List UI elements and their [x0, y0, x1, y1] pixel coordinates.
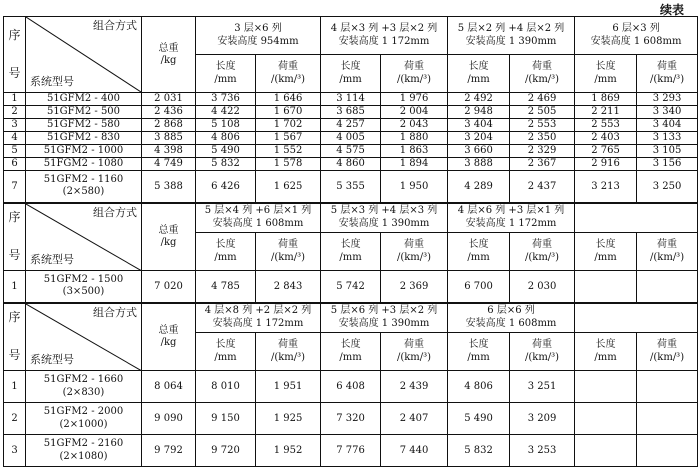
load-value: 1 552 — [256, 145, 321, 158]
seq-char-2: 号 — [8, 348, 21, 363]
length-value: 2 492 — [448, 93, 510, 106]
system-model: 51GFM2 - 1160 (2×580) — [26, 171, 142, 203]
length-value: 5 490 — [196, 145, 256, 158]
length-value: 3 213 — [575, 171, 637, 203]
load-value: 1 880 — [381, 132, 448, 145]
length-value: 5 490 — [448, 403, 510, 435]
table-row — [4, 158, 698, 171]
diagonal-header-cell — [26, 203, 142, 271]
total-weight: 9 792 — [142, 435, 196, 467]
seq-header — [4, 203, 26, 271]
length-value: 5 742 — [321, 271, 381, 303]
config-header: 5 层×4 列 +6 层×1 列 安装高度 1 608mm — [196, 203, 321, 233]
system-model: 51GFM2 - 400 — [26, 93, 142, 106]
load-value — [637, 403, 698, 435]
length-header: 长度 /mm — [321, 55, 381, 93]
load-value: 3 340 — [637, 106, 698, 119]
load-value: 2 004 — [381, 106, 448, 119]
combination-label: 组合方式 — [93, 305, 137, 319]
load-header: 荷重 /(km/³) — [256, 55, 321, 93]
total-weight: 2 031 — [142, 93, 196, 106]
total-weight: 2 436 — [142, 106, 196, 119]
load-value: 3 133 — [637, 132, 698, 145]
length-value: 9 150 — [196, 403, 256, 435]
combination-label: 组合方式 — [93, 19, 137, 32]
load-header: 荷重 /(km/³) — [510, 333, 575, 371]
total-weight: 4 749 — [142, 158, 196, 171]
seq-char-1: 序 — [8, 309, 21, 324]
table-row — [4, 171, 698, 203]
row-number: 1 — [4, 93, 26, 106]
config-header — [575, 203, 698, 233]
load-value: 1 702 — [256, 119, 321, 132]
system-model: 51GFM2 - 830 — [26, 132, 142, 145]
total-weight-header: 总重 /kg — [142, 203, 196, 271]
length-value: 8 010 — [196, 371, 256, 403]
load-header: 荷重 /(km/³) — [510, 55, 575, 93]
seq-char-2: 号 — [8, 248, 21, 263]
load-value: 2 043 — [381, 119, 448, 132]
length-value: 3 660 — [448, 145, 510, 158]
row-number: 3 — [4, 119, 26, 132]
length-header: 长度 /mm — [448, 233, 510, 271]
load-value: 1 894 — [381, 158, 448, 171]
header-row-configs — [4, 17, 698, 55]
load-value: 2 369 — [381, 271, 448, 303]
load-value: 3 105 — [637, 145, 698, 158]
load-header: 荷重 /(km/³) — [381, 55, 448, 93]
length-header: 长度 /mm — [196, 333, 256, 371]
seq-header — [4, 303, 26, 371]
length-value: 3 114 — [321, 93, 381, 106]
length-value: 4 785 — [196, 271, 256, 303]
combination-label: 组合方式 — [93, 205, 137, 219]
seq-char-1: 序 — [8, 209, 21, 224]
load-value: 2 329 — [510, 145, 575, 158]
total-weight-header: 总重 /kg — [142, 17, 196, 93]
system-model: 51FGM2 - 1080 — [26, 158, 142, 171]
load-value — [637, 435, 698, 467]
load-value: 2 553 — [510, 119, 575, 132]
length-value: 2 403 — [575, 132, 637, 145]
row-number: 2 — [4, 106, 26, 119]
load-value: 3 156 — [637, 158, 698, 171]
length-value: 4 575 — [321, 145, 381, 158]
table-row — [4, 371, 698, 403]
row-number: 2 — [4, 403, 26, 435]
specification-table — [3, 16, 698, 467]
table-row — [4, 132, 698, 145]
load-value: 2 439 — [381, 371, 448, 403]
load-value: 1 578 — [256, 158, 321, 171]
total-weight-header: 总重 /kg — [142, 303, 196, 371]
length-value — [575, 435, 637, 467]
table-row — [4, 106, 698, 119]
length-value: 4 289 — [448, 171, 510, 203]
length-header: 长度 /mm — [575, 333, 637, 371]
length-value: 3 736 — [196, 93, 256, 106]
length-header: 长度 /mm — [448, 55, 510, 93]
load-header: 荷重 /(km/³) — [510, 233, 575, 271]
length-value: 4 806 — [448, 371, 510, 403]
length-value — [575, 271, 637, 303]
length-value: 4 806 — [196, 132, 256, 145]
load-value: 1 567 — [256, 132, 321, 145]
system-model-label: 系统型号 — [30, 253, 74, 267]
load-value: 2 843 — [256, 271, 321, 303]
length-value: 1 869 — [575, 93, 637, 106]
length-value: 3 204 — [448, 132, 510, 145]
load-value: 1 950 — [381, 171, 448, 203]
length-value: 2 211 — [575, 106, 637, 119]
system-model: 51GFM2 - 2160 (2×1080) — [26, 435, 142, 467]
config-header: 4 层×3 列 +3 层×2 列 安装高度 1 172mm — [321, 17, 448, 55]
length-value: 4 422 — [196, 106, 256, 119]
seq-char-1: 序 — [8, 27, 21, 42]
table-row — [4, 145, 698, 158]
total-weight: 4 398 — [142, 145, 196, 158]
load-value — [637, 271, 698, 303]
total-weight: 2 868 — [142, 119, 196, 132]
load-value: 3 209 — [510, 403, 575, 435]
length-value: 2 765 — [575, 145, 637, 158]
load-header: 荷重 /(km/³) — [256, 233, 321, 271]
config-header: 5 层×6 列 +3 层×2 列 安装高度 1 390mm — [321, 303, 448, 333]
load-value: 2 469 — [510, 93, 575, 106]
load-header: 荷重 /(km/³) — [637, 55, 698, 93]
load-value: 1 670 — [256, 106, 321, 119]
length-value: 2 948 — [448, 106, 510, 119]
load-value: 1 951 — [256, 371, 321, 403]
system-model: 51GFM2 - 1500 (3×500) — [26, 271, 142, 303]
load-value: 1 925 — [256, 403, 321, 435]
load-value: 2 030 — [510, 271, 575, 303]
total-weight: 7 020 — [142, 271, 196, 303]
diagonal-header-cell — [26, 17, 142, 93]
config-header: 4 层×8 列 +2 层×2 列 安装高度 1 172mm — [196, 303, 321, 333]
load-value — [637, 371, 698, 403]
length-value — [575, 403, 637, 435]
length-header: 长度 /mm — [575, 55, 637, 93]
load-value: 3 293 — [637, 93, 698, 106]
load-value: 3 404 — [637, 119, 698, 132]
system-model: 51GFM2 - 1660 (2×830) — [26, 371, 142, 403]
load-header: 荷重 /(km/³) — [637, 233, 698, 271]
length-header: 长度 /mm — [321, 333, 381, 371]
config-header: 5 层×2 列 +4 层×2 列 安装高度 1 390mm — [448, 17, 575, 55]
system-model-label: 系统型号 — [30, 75, 74, 89]
header-row-configs — [4, 203, 698, 233]
length-header: 长度 /mm — [196, 233, 256, 271]
load-value: 2 367 — [510, 158, 575, 171]
total-weight: 5 388 — [142, 171, 196, 203]
length-value: 4 257 — [321, 119, 381, 132]
load-value: 1 976 — [381, 93, 448, 106]
length-value: 6 408 — [321, 371, 381, 403]
load-header: 荷重 /(km/³) — [256, 333, 321, 371]
length-value: 3 685 — [321, 106, 381, 119]
table-row — [4, 93, 698, 106]
row-number: 6 — [4, 158, 26, 171]
table-row — [4, 403, 698, 435]
row-number: 4 — [4, 132, 26, 145]
load-value: 2 350 — [510, 132, 575, 145]
length-value: 3 404 — [448, 119, 510, 132]
row-number: 5 — [4, 145, 26, 158]
length-value: 5 832 — [196, 158, 256, 171]
length-value: 2 916 — [575, 158, 637, 171]
length-header: 长度 /mm — [575, 233, 637, 271]
load-value: 2 437 — [510, 171, 575, 203]
row-number: 3 — [4, 435, 26, 467]
row-number: 1 — [4, 271, 26, 303]
length-header: 长度 /mm — [448, 333, 510, 371]
system-model: 51GFM2 - 2000 (2×1000) — [26, 403, 142, 435]
seq-header — [4, 17, 26, 93]
length-value: 6 426 — [196, 171, 256, 203]
load-value: 1 646 — [256, 93, 321, 106]
length-header: 长度 /mm — [321, 233, 381, 271]
table-row — [4, 435, 698, 467]
length-value: 7 776 — [321, 435, 381, 467]
total-weight: 3 885 — [142, 132, 196, 145]
diagonal-header-cell — [26, 303, 142, 371]
config-header: 3 层×6 列 安装高度 954mm — [196, 17, 321, 55]
total-weight: 9 090 — [142, 403, 196, 435]
load-value: 1 625 — [256, 171, 321, 203]
system-model: 51GFM2 - 500 — [26, 106, 142, 119]
row-number: 7 — [4, 171, 26, 203]
load-header: 荷重 /(km/³) — [381, 333, 448, 371]
seq-char-2: 号 — [8, 66, 21, 81]
system-model: 51GFM2 - 1000 — [26, 145, 142, 158]
load-header: 荷重 /(km/³) — [381, 233, 448, 271]
config-header: 6 层×6 列 安装高度 1 608mm — [448, 303, 575, 333]
load-value: 1 863 — [381, 145, 448, 158]
length-value: 7 320 — [321, 403, 381, 435]
load-value: 1 952 — [256, 435, 321, 467]
config-header: 4 层×6 列 +3 层×1 列 安装高度 1 172mm — [448, 203, 575, 233]
table-row — [4, 271, 698, 303]
total-weight: 8 064 — [142, 371, 196, 403]
header-row-configs — [4, 303, 698, 333]
length-value: 9 720 — [196, 435, 256, 467]
load-value: 3 250 — [637, 171, 698, 203]
load-value: 3 253 — [510, 435, 575, 467]
length-value: 4 005 — [321, 132, 381, 145]
load-value: 2 505 — [510, 106, 575, 119]
length-value: 3 888 — [448, 158, 510, 171]
config-header — [575, 303, 698, 333]
length-value: 6 700 — [448, 271, 510, 303]
load-value: 3 251 — [510, 371, 575, 403]
length-value: 2 553 — [575, 119, 637, 132]
length-value: 5 108 — [196, 119, 256, 132]
config-header: 6 层×3 列 安装高度 1 608mm — [575, 17, 698, 55]
length-value: 5 355 — [321, 171, 381, 203]
continued-label: 续表 — [659, 3, 684, 17]
config-header: 5 层×3 列 +4 层×3 列 安装高度 1 390mm — [321, 203, 448, 233]
row-number: 1 — [4, 371, 26, 403]
length-value: 4 860 — [321, 158, 381, 171]
load-value: 2 407 — [381, 403, 448, 435]
length-value: 5 832 — [448, 435, 510, 467]
length-value — [575, 371, 637, 403]
length-header: 长度 /mm — [196, 55, 256, 93]
system-model-label: 系统型号 — [30, 353, 74, 367]
load-value: 7 440 — [381, 435, 448, 467]
system-model: 51GFM2 - 580 — [26, 119, 142, 132]
table-row — [4, 119, 698, 132]
load-header: 荷重 /(km/³) — [637, 333, 698, 371]
